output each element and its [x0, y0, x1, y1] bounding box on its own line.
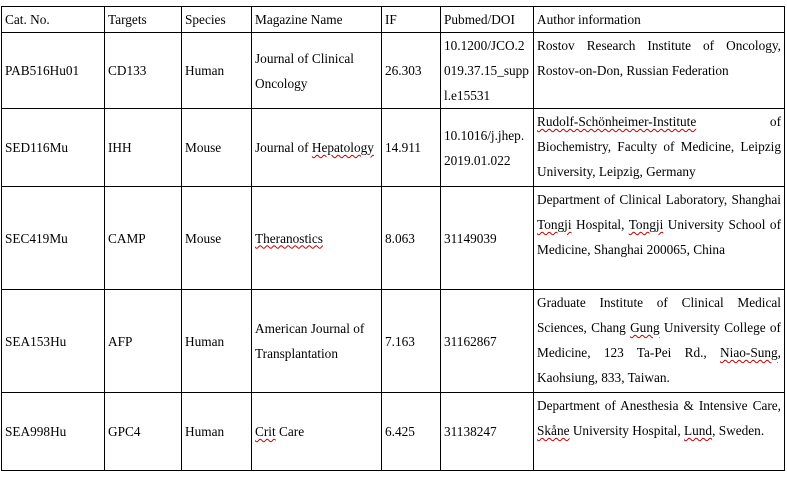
author-text: Department of Clinical Laboratory, Shanghai	[537, 192, 781, 207]
spellcheck-word: Lund	[684, 423, 713, 438]
header-row	[2, 7, 785, 33]
cell-species: Human	[182, 290, 252, 393]
author-text: Department of Anesthesia & Intensive Care,	[537, 398, 781, 413]
header-author-information: Author information	[534, 7, 785, 33]
author-text: of Biochemistry, Faculty of Medicine, Leipzig University, Leipzig, Germany	[537, 114, 781, 179]
table-row	[2, 109, 785, 187]
author-text: Hospital,	[571, 217, 629, 232]
table-row	[2, 187, 785, 290]
table-row	[2, 33, 785, 109]
cell-author-information: Rostov Research Institute of Oncology, Rostov-on-Don, Russian Federation	[534, 33, 785, 109]
cell-if: 6.425	[382, 393, 441, 471]
author-text: University School of Medicine, Shanghai 200065, China	[537, 217, 781, 257]
cell-magazine-name	[252, 393, 382, 471]
cell-species: Mouse	[182, 109, 252, 187]
spellcheck-word: Tongji	[537, 217, 572, 232]
cell-species: Human	[182, 393, 252, 471]
cell-magazine-name: Journal of Clinical Oncology	[252, 33, 382, 109]
cell-targets: IHH	[105, 109, 182, 187]
magazine-text: Care	[275, 424, 305, 439]
cell-if: 14.911	[382, 109, 441, 187]
header-cat-no: Cat. No.	[2, 7, 105, 33]
author-text: University College of Medicine, 123 Ta-Pei Rd.,	[537, 320, 781, 360]
table-row	[2, 393, 785, 471]
cell-targets: AFP	[105, 290, 182, 393]
author-text: , Kaohsiung, 833, Taiwan.	[537, 345, 781, 385]
author-text: , Sweden.	[712, 423, 765, 438]
cell-magazine-name	[252, 109, 382, 187]
cell-species: Mouse	[182, 187, 252, 290]
cell-author-information	[534, 187, 785, 290]
spellcheck-word: Theranostics	[255, 230, 323, 246]
cell-cat-no: PAB516Hu01	[2, 33, 105, 109]
spellcheck-word: Niao-Sung	[720, 345, 778, 360]
header-targets: Targets	[105, 7, 182, 33]
spellcheck-word: Rudolf-Schönheimer-Institute	[537, 114, 697, 129]
cell-cat-no: SEA153Hu	[2, 290, 105, 393]
cell-magazine-name: American Journal of Transplantation	[252, 290, 382, 393]
cell-pubmed-doi: 10.1200/JCO.2019.37.15_suppl.e15531	[441, 33, 534, 109]
cell-if: 8.063	[382, 187, 441, 290]
magazine-text: Journal of	[255, 140, 312, 155]
cell-author-information	[534, 393, 785, 471]
spellcheck-word: Gung	[630, 320, 660, 335]
cell-author-information	[534, 290, 785, 393]
header-species: Species	[182, 7, 252, 33]
cell-author-information	[534, 109, 785, 187]
header-magazine-name: Magazine Name	[252, 7, 382, 33]
header-pubmed-doi: Pubmed/DOI	[441, 7, 534, 33]
spellcheck-word: Crit	[255, 424, 276, 439]
spellcheck-word: Tongji	[628, 217, 664, 232]
cell-if: 26.303	[382, 33, 441, 109]
cell-targets: CAMP	[105, 187, 182, 290]
cell-targets: CD133	[105, 33, 182, 109]
publications-table	[1, 6, 785, 471]
cell-targets: GPC4	[105, 393, 182, 471]
spellcheck-word: Hepatology	[311, 140, 374, 155]
cell-cat-no: SED116Mu	[2, 109, 105, 187]
header-if: IF	[382, 7, 441, 33]
table-row	[2, 290, 785, 393]
cell-pubmed-doi: 31149039	[441, 187, 534, 290]
cell-cat-no: SEA998Hu	[2, 393, 105, 471]
cell-if: 7.163	[382, 290, 441, 393]
cell-pubmed-doi: 31138247	[441, 393, 534, 471]
author-text: University Hospital,	[569, 423, 684, 438]
spellcheck-word: Skåne	[537, 423, 570, 438]
cell-magazine-name	[252, 187, 382, 290]
cell-cat-no: SEC419Mu	[2, 187, 105, 290]
author-text: Graduate Institute of Clinical Medical Sciences, Chang	[537, 295, 781, 335]
cell-species: Human	[182, 33, 252, 109]
cell-pubmed-doi: 10.1016/j.jhep.2019.01.022	[441, 109, 534, 187]
cell-pubmed-doi: 31162867	[441, 290, 534, 393]
